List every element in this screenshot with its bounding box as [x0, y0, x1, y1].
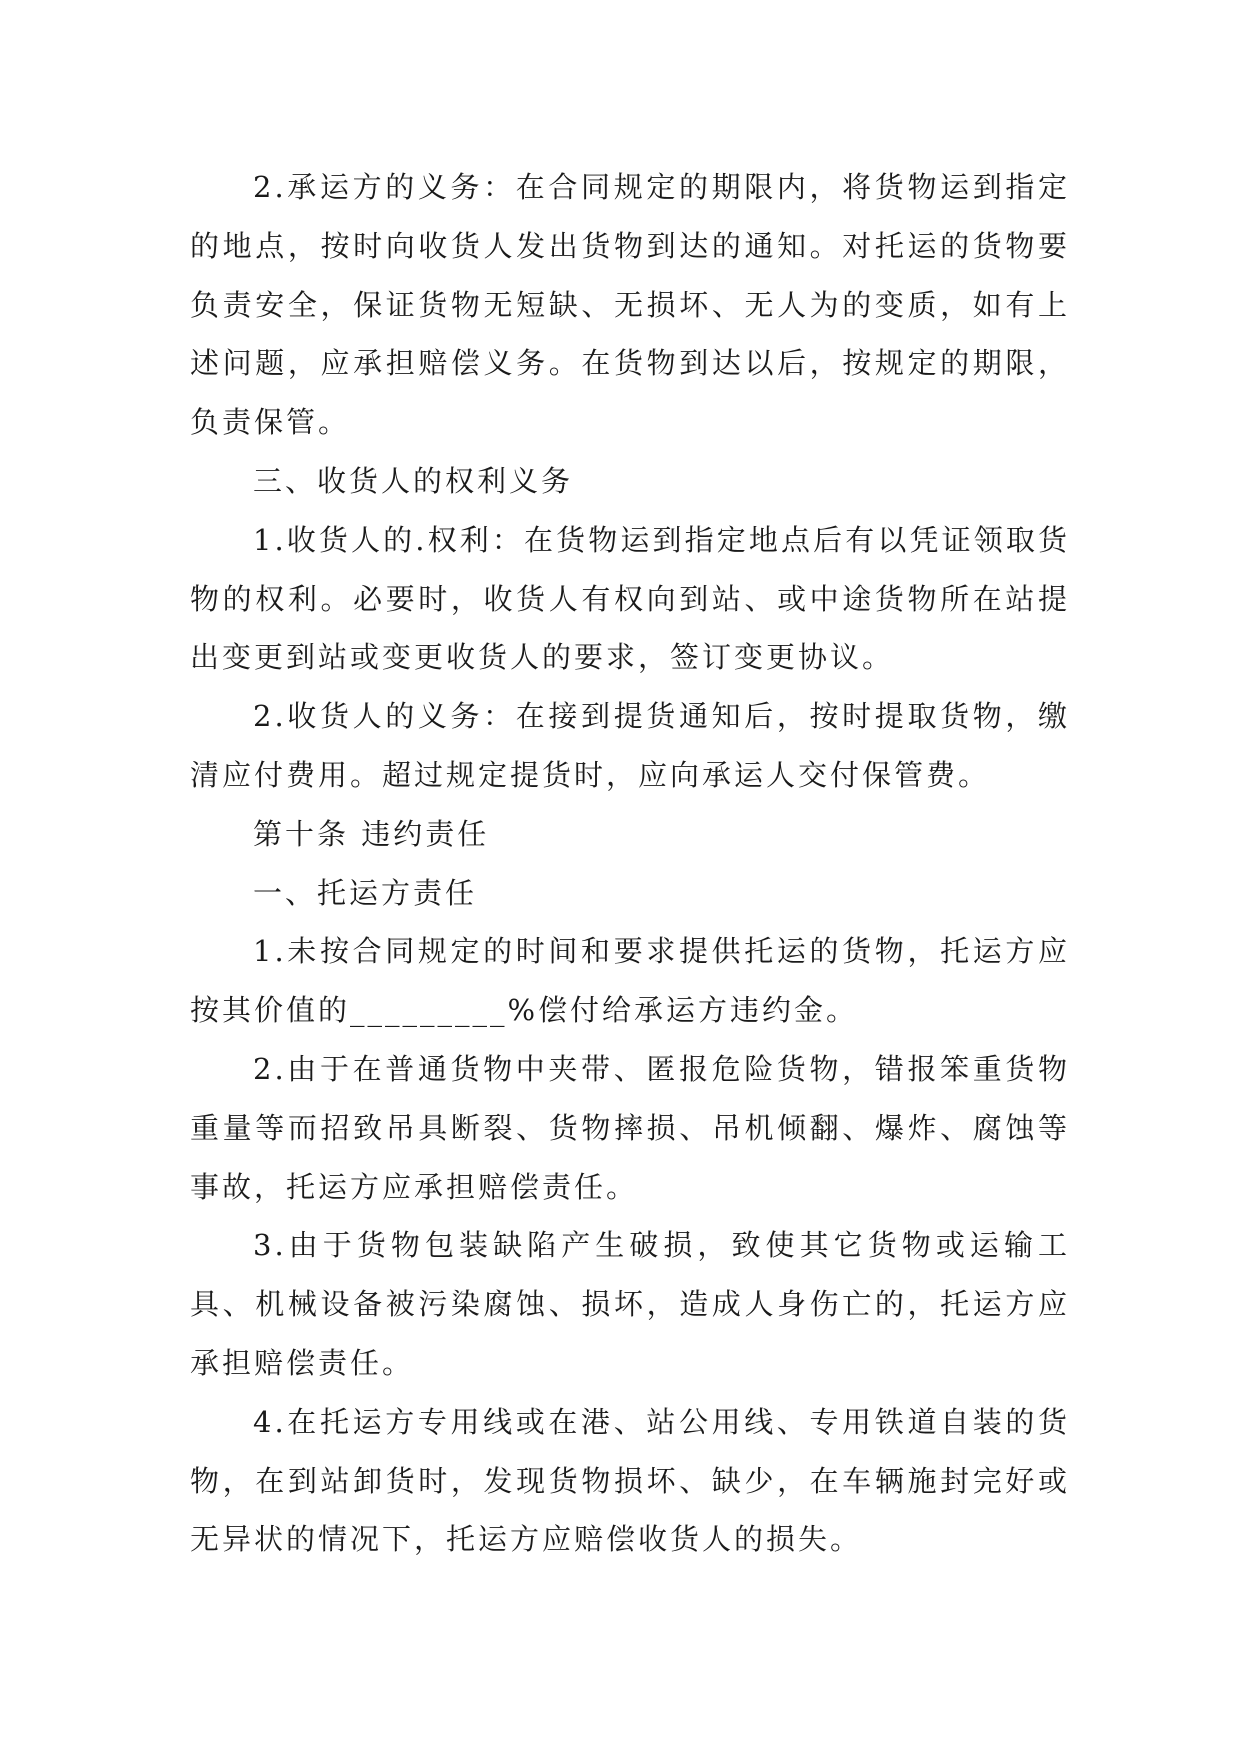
paragraph-liability-4: 4.在托运方专用线或在港、站公用线、专用铁道自装的货物，在到站卸货时，发现货物损坏、缺少，在车辆施封完好或无异状的情况下，托运方应赔偿收货人的损失。: [190, 1404, 1070, 1557]
document-body: [190, 158, 1070, 1569]
heading-article-10: 第十条 违约责任: [253, 816, 490, 851]
paragraph-carrier-obligations: 2.承运方的义务：在合同规定的期限内，将货物运到指定的地点，按时向收货人发出货物到达的通知。对托运的货物要负责安全，保证货物无短缺、无损坏、无人为的变质，如有上述问题，应承担赔偿义务。在货物到达以后，按规定的期限，负责保管。: [190, 170, 1070, 440]
heading-shipper-liability: 一、托运方责任: [253, 875, 478, 910]
paragraph-liability-2: 2.由于在普通货物中夹带、匿报危险货物，错报笨重货物重量等而招致吊具断裂、货物摔损、吊机倾翻、爆炸、腐蚀等事故，托运方应承担赔偿责任。: [190, 1051, 1070, 1204]
heading-consignee-rights-obligations: 三、收货人的权利义务: [253, 463, 574, 498]
paragraph-liability-1: 1.未按合同规定的时间和要求提供托运的货物，托运方应按其价值的_________%偿付给承运方违约金。: [190, 934, 1070, 1028]
paragraph-consignee-obligations: 2.收货人的义务：在接到提货通知后，按时提取货物，缴清应付费用。超过规定提货时，应向承运人交付保管费。: [190, 699, 1070, 792]
paragraph-consignee-rights: 1.收货人的.权利：在货物运到指定地点后有以凭证领取货物的权利。必要时，收货人有权向到站、或中途货物所在站提出变更到站或变更收货人的要求，签订变更协议。: [190, 522, 1070, 675]
paragraph-liability-3: 3.由于货物包装缺陷产生破损，致使其它货物或运输工具、机械设备被污染腐蚀、损坏，造成人身伤亡的，托运方应承担赔偿责任。: [190, 1228, 1070, 1380]
